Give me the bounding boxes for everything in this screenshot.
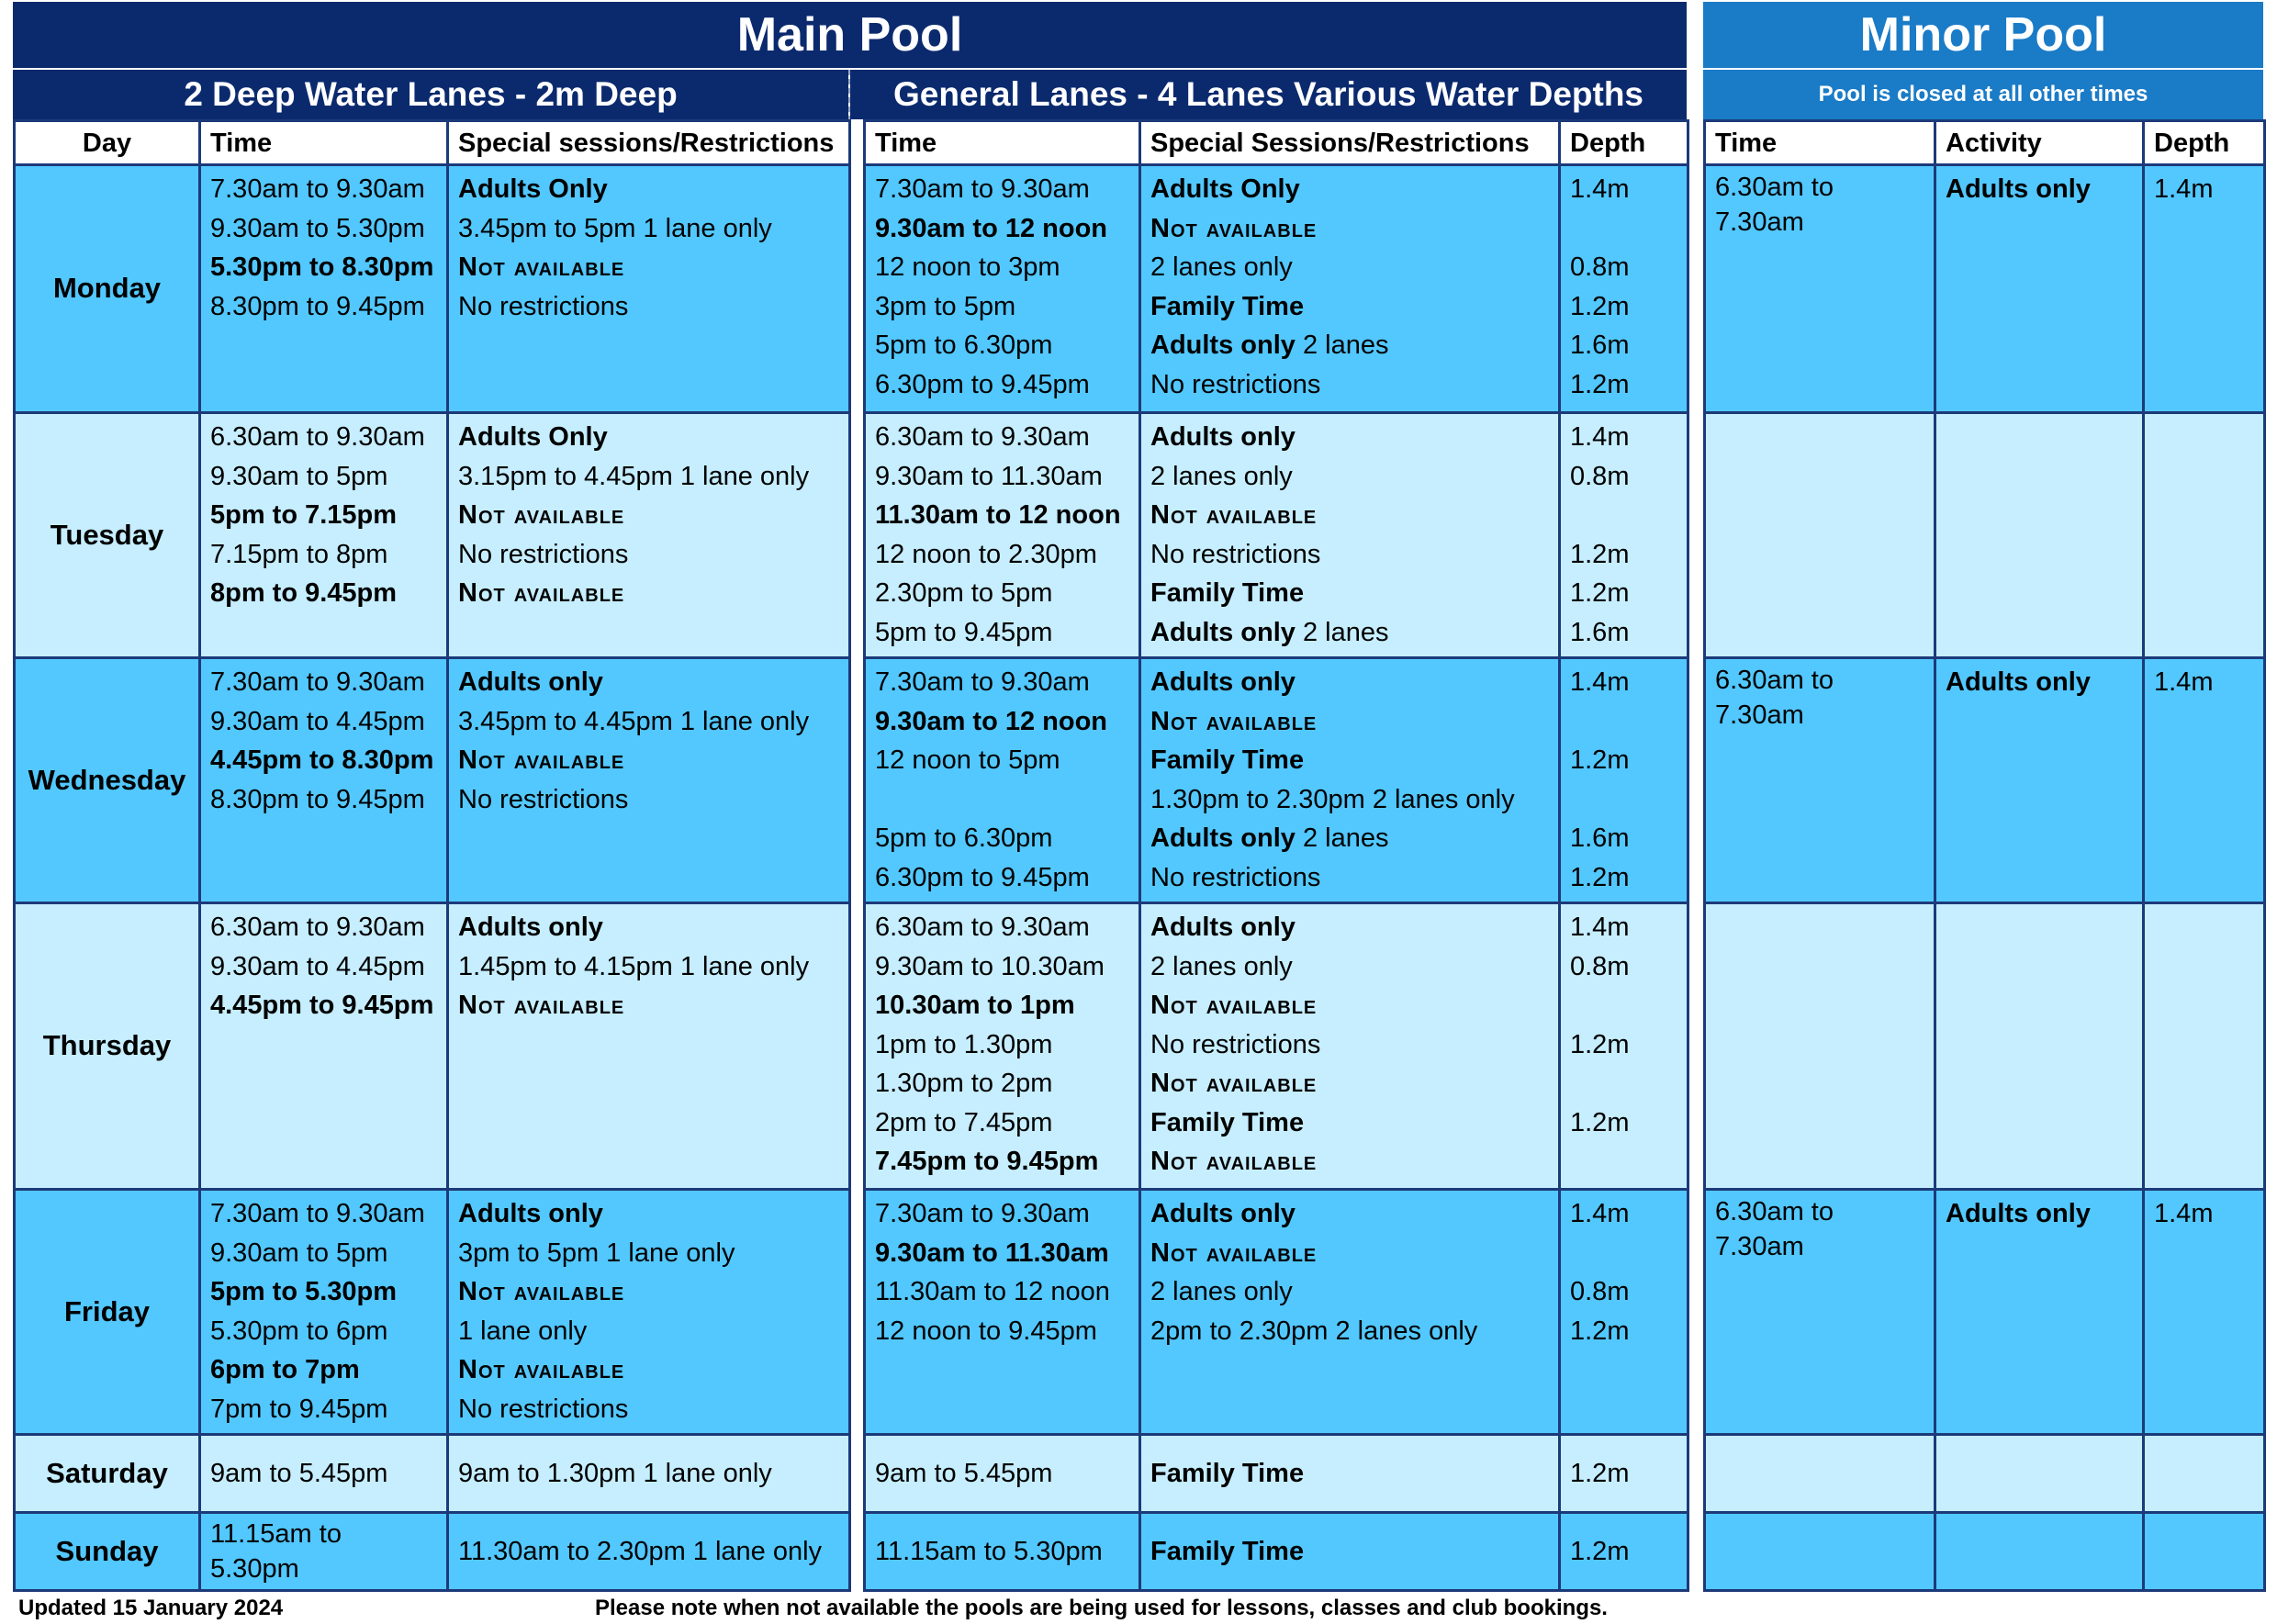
general-time: 12 noon to 2.30pm xyxy=(875,539,1097,569)
deep-restriction: 3.45pm to 5pm 1 lane only xyxy=(458,213,772,243)
general-restriction xyxy=(1150,1103,1549,1143)
deep-time-cell xyxy=(200,1190,448,1435)
minor-row-saturday xyxy=(1705,1435,2265,1513)
general-depth: 1.2m xyxy=(1570,578,1630,608)
deep-restriction: No restrictions xyxy=(458,1394,629,1424)
minor-activity-cell xyxy=(1935,903,2144,1190)
general-restriction-main: 2 lanes only xyxy=(1150,1277,1293,1306)
header-minor-activity: Activity xyxy=(1935,121,2144,165)
minor-activity-cell: Adults only xyxy=(1935,165,2144,413)
deep-restriction: 1.45pm to 4.15pm 1 lane only xyxy=(458,951,810,981)
deep-restriction: Adults only xyxy=(458,913,603,942)
general-restriction xyxy=(1150,1272,1549,1312)
general-time-cell xyxy=(865,1513,1140,1591)
header-special: Special sessions/Restrictions xyxy=(448,121,850,165)
general-restriction xyxy=(1150,457,1549,497)
deep-restriction: Not available xyxy=(458,1355,625,1384)
general-time: 9.30am to 10.30am xyxy=(875,951,1105,981)
general-depth: 1.4m xyxy=(1570,667,1630,697)
day-row-monday xyxy=(15,165,850,413)
general-time: 9.30am to 11.30am xyxy=(875,461,1103,491)
general-restriction-main: 2 lanes only xyxy=(1150,252,1293,282)
general-restriction-main: Adults only xyxy=(1150,330,1296,360)
minor-depth-cell xyxy=(2144,903,2265,1190)
general-note-cell xyxy=(1140,1513,1560,1591)
general-restriction-main: 1.30pm to 2.30pm 2 lanes only xyxy=(1150,784,1515,814)
minor-time-cell: 6.30am to 7.30am xyxy=(1705,165,1935,413)
deep-restriction: Not available xyxy=(458,500,625,530)
deep-time-cell: 11.15am to 5.30pm xyxy=(200,1513,448,1591)
general-depth: 0.8m xyxy=(1570,1277,1630,1306)
general-time: 9.30am to 11.30am xyxy=(875,1238,1109,1268)
deep-restriction: Not available xyxy=(458,1277,625,1306)
header-general-depth: Depth xyxy=(1560,121,1688,165)
deep-time: 7.30am to 9.30am xyxy=(210,667,425,697)
deep-restriction: Not available xyxy=(458,578,625,608)
general-time: 11.30am to 12 noon xyxy=(875,500,1121,530)
minor-pool-note: Pool is closed at all other times xyxy=(1703,70,2263,119)
general-time: 7.30am to 9.30am xyxy=(875,174,1090,204)
general-lanes-title: General Lanes - 4 Lanes Various Water Depths xyxy=(850,70,1687,119)
deep-restriction: Not available xyxy=(458,991,625,1020)
general-restriction xyxy=(1150,908,1549,947)
general-depth: 1.2m xyxy=(1570,1458,1630,1488)
general-time: 11.15am to 5.30pm xyxy=(875,1536,1103,1566)
day-row-wednesday xyxy=(15,658,850,903)
deep-time: 9.30am to 5.30pm xyxy=(210,213,425,243)
general-time-cell xyxy=(865,165,1140,413)
deep-lanes-table xyxy=(13,119,851,1592)
general-time: 9.30am to 12 noon xyxy=(875,213,1108,243)
deep-restriction: Adults Only xyxy=(458,174,608,204)
day-label: Sunday xyxy=(15,1513,200,1591)
general-depth-cell xyxy=(1560,1513,1688,1591)
general-row-monday xyxy=(865,165,1688,413)
general-depth: 0.8m xyxy=(1570,461,1630,491)
day-label: Saturday xyxy=(15,1435,200,1513)
general-restriction xyxy=(1150,1537,1304,1566)
updated-date: Updated 15 January 2024 xyxy=(18,1596,284,1620)
minor-depth-cell xyxy=(2144,1513,2265,1591)
general-lanes-table xyxy=(863,119,1689,1592)
deep-time: 9.30am to 5pm xyxy=(210,461,388,491)
general-depth: 1.6m xyxy=(1570,617,1630,647)
general-depth: 1.2m xyxy=(1570,539,1630,569)
general-restriction xyxy=(1150,496,1549,535)
header-time: Time xyxy=(200,121,448,165)
deep-time: 7.15pm to 8pm xyxy=(210,539,388,569)
general-depth: 1.6m xyxy=(1570,330,1630,360)
day-label: Thursday xyxy=(15,903,200,1190)
general-restriction xyxy=(1150,1234,1549,1273)
deep-time: 9.30am to 4.45pm xyxy=(210,706,425,736)
deep-note-cell xyxy=(448,1190,850,1435)
general-time: 1pm to 1.30pm xyxy=(875,1029,1053,1059)
general-depth: 1.4m xyxy=(1570,174,1630,204)
general-restriction-main: Not available xyxy=(1150,500,1318,530)
general-time: 9am to 5.45pm xyxy=(875,1458,1053,1488)
main-pool-title: Main Pool xyxy=(13,2,1687,68)
minor-depth-cell xyxy=(2144,1435,2265,1513)
day-row-saturday xyxy=(15,1435,850,1513)
day-label: Tuesday xyxy=(15,413,200,658)
general-restriction-main: Not available xyxy=(1150,1238,1318,1268)
general-restriction-main: Not available xyxy=(1150,991,1318,1020)
general-restriction-main: Family Time xyxy=(1150,1107,1305,1137)
general-depth xyxy=(1570,986,1677,1025)
general-depth: 1.4m xyxy=(1570,913,1630,942)
general-restriction-main: Family Time xyxy=(1150,291,1305,321)
general-time: 9.30am to 12 noon xyxy=(875,706,1108,736)
general-depth xyxy=(1570,702,1677,742)
general-restriction-main: 2 lanes only xyxy=(1150,951,1293,981)
general-time: 10.30am to 1pm xyxy=(875,991,1075,1020)
deep-note-cell xyxy=(448,165,850,413)
deep-time-cell xyxy=(200,903,448,1190)
general-restriction-extra: 2 lanes xyxy=(1295,823,1389,853)
deep-time: 8.30pm to 9.45pm xyxy=(210,291,425,321)
day-label: Wednesday xyxy=(15,658,200,903)
deep-restriction: No restrictions xyxy=(458,291,629,321)
deep-time: 8pm to 9.45pm xyxy=(210,578,398,608)
general-restriction xyxy=(1150,741,1549,780)
deep-time: 5pm to 7.15pm xyxy=(210,500,398,530)
general-time: 11.30am to 12 noon xyxy=(875,1277,1110,1306)
general-restriction-main: Adults only xyxy=(1150,913,1296,942)
general-time: 3pm to 5pm xyxy=(875,291,1016,321)
general-restriction-main: Family Time xyxy=(1150,578,1305,608)
general-restriction xyxy=(1150,170,1549,209)
general-time: 6.30pm to 9.45pm xyxy=(875,369,1090,399)
general-restriction xyxy=(1150,287,1549,327)
general-restriction xyxy=(1150,663,1549,702)
general-restriction-main: Adults only xyxy=(1150,823,1296,853)
general-depth: 1.2m xyxy=(1570,369,1630,399)
general-restriction-main: Adults Only xyxy=(1150,174,1300,204)
deep-restriction: 3.45pm to 4.45pm 1 lane only xyxy=(458,706,810,736)
general-depth-cell xyxy=(1560,658,1688,903)
header-general-time: Time xyxy=(865,121,1140,165)
minor-time-cell: 6.30am to 7.30am xyxy=(1705,658,1935,903)
general-time: 6.30am to 9.30am xyxy=(875,913,1090,942)
minor-row-friday xyxy=(1705,1190,2265,1435)
general-restriction xyxy=(1150,1142,1549,1182)
general-restriction xyxy=(1150,574,1549,613)
general-restriction xyxy=(1150,418,1549,457)
deep-note-cell: 9am to 1.30pm 1 lane only xyxy=(448,1435,850,1513)
general-depth: 0.8m xyxy=(1570,252,1630,282)
general-restriction xyxy=(1150,248,1549,287)
minor-depth-cell: 1.4m xyxy=(2144,1190,2265,1435)
general-depth: 1.4m xyxy=(1570,422,1630,452)
general-restriction-main: No restrictions xyxy=(1150,369,1321,399)
general-depth: 1.4m xyxy=(1570,1199,1630,1228)
general-row-wednesday xyxy=(865,658,1688,903)
general-row-sunday xyxy=(865,1513,1688,1591)
general-depth xyxy=(1570,780,1677,820)
deep-time: 7.30am to 9.30am xyxy=(210,174,425,204)
minor-depth-cell: 1.4m xyxy=(2144,165,2265,413)
general-depth xyxy=(1570,496,1677,535)
minor-time-cell xyxy=(1705,903,1935,1190)
general-time: 7.30am to 9.30am xyxy=(875,1199,1090,1228)
general-restriction xyxy=(1150,819,1549,858)
general-restriction xyxy=(1150,535,1549,575)
general-depth: 1.2m xyxy=(1570,1536,1630,1566)
minor-time-cell xyxy=(1705,413,1935,658)
general-restriction xyxy=(1150,986,1549,1025)
deep-note-cell: 11.30am to 2.30pm 1 lane only xyxy=(448,1513,850,1591)
general-restriction-main: Family Time xyxy=(1150,1458,1305,1488)
deep-restriction: Adults only xyxy=(458,667,603,697)
general-depth: 1.2m xyxy=(1570,1029,1630,1059)
general-time-cell xyxy=(865,1435,1140,1513)
general-time: 12 noon to 3pm xyxy=(875,252,1060,282)
general-restriction xyxy=(1150,326,1549,365)
general-restriction xyxy=(1150,1459,1304,1488)
minor-depth-cell xyxy=(2144,413,2265,658)
general-restriction-main: Adults only xyxy=(1150,1199,1296,1228)
general-time: 7.30am to 9.30am xyxy=(875,667,1090,697)
minor-time-cell xyxy=(1705,1435,1935,1513)
general-restriction-main: Adults only xyxy=(1150,617,1296,647)
general-restriction xyxy=(1150,947,1549,987)
day-row-tuesday xyxy=(15,413,850,658)
deep-restriction: Not available xyxy=(458,745,625,775)
deep-restriction: 1 lane only xyxy=(458,1316,588,1346)
general-time-cell xyxy=(865,1190,1140,1435)
general-row-friday xyxy=(865,1190,1688,1435)
minor-row-sunday xyxy=(1705,1513,2265,1591)
header-day: Day xyxy=(15,121,200,165)
general-restriction-main: 2 lanes only xyxy=(1150,461,1293,491)
minor-depth-cell: 1.4m xyxy=(2144,658,2265,903)
deep-time: 6.30am to 9.30am xyxy=(210,913,425,942)
general-restriction-main: Not available xyxy=(1150,706,1318,736)
general-restriction xyxy=(1150,1194,1549,1234)
general-depth: 1.2m xyxy=(1570,862,1630,892)
general-time xyxy=(875,780,1129,820)
deep-time-cell xyxy=(200,165,448,413)
deep-time: 6.30am to 9.30am xyxy=(210,422,425,452)
header-minor-time: Time xyxy=(1705,121,1935,165)
general-time-cell xyxy=(865,413,1140,658)
deep-time: 7.30am to 9.30am xyxy=(210,1199,425,1228)
deep-restriction: Adults Only xyxy=(458,422,608,452)
general-note-cell xyxy=(1140,165,1560,413)
general-restriction-main: Family Time xyxy=(1150,1536,1305,1566)
general-depth-cell xyxy=(1560,1190,1688,1435)
general-depth xyxy=(1570,1142,1677,1182)
deep-restriction: 3.15pm to 4.45pm 1 lane only xyxy=(458,461,810,491)
deep-restriction: No restrictions xyxy=(458,539,629,569)
general-row-saturday xyxy=(865,1435,1688,1513)
general-restriction-main: No restrictions xyxy=(1150,539,1321,569)
deep-time: 8.30pm to 9.45pm xyxy=(210,784,425,814)
general-depth-cell xyxy=(1560,1435,1688,1513)
minor-row-monday xyxy=(1705,165,2265,413)
header-row xyxy=(1705,121,2265,165)
general-time: 5pm to 6.30pm xyxy=(875,330,1053,360)
day-row-friday xyxy=(15,1190,850,1435)
general-row-tuesday xyxy=(865,413,1688,658)
header-row xyxy=(15,121,850,165)
general-row-thursday xyxy=(865,903,1688,1190)
general-time: 7.45pm to 9.45pm xyxy=(875,1147,1099,1176)
day-label: Monday xyxy=(15,165,200,413)
general-time: 12 noon to 5pm xyxy=(875,745,1060,775)
general-time: 6.30am to 9.30am xyxy=(875,422,1090,452)
general-time-cell xyxy=(865,903,1140,1190)
general-time: 1.30pm to 2pm xyxy=(875,1069,1053,1098)
minor-pool-title: Minor Pool xyxy=(1703,2,2263,68)
general-depth-cell xyxy=(1560,903,1688,1190)
day-row-sunday xyxy=(15,1513,850,1591)
minor-row-wednesday xyxy=(1705,658,2265,903)
general-restriction xyxy=(1150,702,1549,742)
minor-activity-cell: Adults only xyxy=(1935,1190,2144,1435)
deep-restriction: 3pm to 5pm 1 lane only xyxy=(458,1238,735,1268)
general-restriction-main: Not available xyxy=(1150,1069,1318,1098)
header-general-special: Special Sessions/Restrictions xyxy=(1140,121,1560,165)
general-restriction xyxy=(1150,365,1549,405)
minor-row-tuesday xyxy=(1705,413,2265,658)
general-note-cell xyxy=(1140,903,1560,1190)
day-label: Friday xyxy=(15,1190,200,1435)
general-restriction xyxy=(1150,780,1549,820)
general-restriction-main: Family Time xyxy=(1150,745,1305,775)
header-row xyxy=(865,121,1688,165)
deep-note-cell xyxy=(448,413,850,658)
minor-activity-cell xyxy=(1935,1513,2144,1591)
footer-note: Please note when not available the pools are being used for lessons, classes and club bookings. xyxy=(595,1596,1608,1620)
minor-pool-table xyxy=(1703,119,2266,1592)
deep-note-cell xyxy=(448,658,850,903)
header-minor-depth: Depth xyxy=(2144,121,2265,165)
deep-time-cell xyxy=(200,658,448,903)
general-depth: 1.2m xyxy=(1570,1316,1630,1346)
general-restriction-main: 2pm to 2.30pm 2 lanes only xyxy=(1150,1316,1478,1346)
general-time: 12 noon to 9.45pm xyxy=(875,1316,1097,1346)
general-note-cell xyxy=(1140,413,1560,658)
general-restriction xyxy=(1150,209,1549,249)
general-restriction xyxy=(1150,858,1549,898)
general-depth-cell xyxy=(1560,165,1688,413)
deep-lanes-title: 2 Deep Water Lanes - 2m Deep xyxy=(13,70,848,119)
general-restriction-main: No restrictions xyxy=(1150,862,1321,892)
deep-time: 6pm to 7pm xyxy=(210,1355,360,1384)
general-restriction-main: Not available xyxy=(1150,213,1318,243)
general-time: 5pm to 9.45pm xyxy=(875,617,1053,647)
general-restriction-extra: 2 lanes xyxy=(1295,617,1389,647)
deep-note-cell xyxy=(448,903,850,1190)
day-row-thursday xyxy=(15,903,850,1190)
general-note-cell xyxy=(1140,658,1560,903)
minor-activity-cell xyxy=(1935,413,2144,658)
deep-time: 5pm to 5.30pm xyxy=(210,1277,398,1306)
deep-time-cell xyxy=(200,413,448,658)
general-restriction xyxy=(1150,613,1549,653)
deep-time: 9.30am to 4.45pm xyxy=(210,951,425,981)
general-depth: 1.2m xyxy=(1570,291,1630,321)
general-depth: 1.6m xyxy=(1570,823,1630,853)
deep-restriction: No restrictions xyxy=(458,784,629,814)
general-restriction xyxy=(1150,1312,1549,1351)
minor-activity-cell xyxy=(1935,1435,2144,1513)
general-time: 6.30pm to 9.45pm xyxy=(875,862,1090,892)
general-depth xyxy=(1570,1234,1677,1273)
deep-time: 5.30pm to 6pm xyxy=(210,1316,388,1346)
general-restriction-main: Adults only xyxy=(1150,667,1296,697)
minor-time-cell: 6.30am to 7.30am xyxy=(1705,1190,1935,1435)
deep-time-cell: 9am to 5.45pm xyxy=(200,1435,448,1513)
general-restriction-main: Not available xyxy=(1150,1147,1318,1176)
general-depth: 1.2m xyxy=(1570,1107,1630,1137)
general-restriction-main: No restrictions xyxy=(1150,1029,1321,1059)
deep-restriction: Adults only xyxy=(458,1199,603,1228)
general-time: 2.30pm to 5pm xyxy=(875,578,1053,608)
general-time: 2pm to 7.45pm xyxy=(875,1107,1053,1137)
deep-time: 7pm to 9.45pm xyxy=(210,1394,388,1424)
general-restriction-main: Adults only xyxy=(1150,422,1296,452)
general-time-cell xyxy=(865,658,1140,903)
deep-time: 4.45pm to 8.30pm xyxy=(210,745,434,775)
general-depth xyxy=(1570,209,1677,249)
deep-time: 4.45pm to 9.45pm xyxy=(210,991,434,1020)
general-restriction xyxy=(1150,1025,1549,1065)
minor-row-thursday xyxy=(1705,903,2265,1190)
minor-time-cell xyxy=(1705,1513,1935,1591)
general-depth xyxy=(1570,1064,1677,1103)
general-depth-cell xyxy=(1560,413,1688,658)
general-note-cell xyxy=(1140,1190,1560,1435)
minor-activity-cell: Adults only xyxy=(1935,658,2144,903)
general-time: 5pm to 6.30pm xyxy=(875,823,1053,853)
deep-time: 5.30pm to 8.30pm xyxy=(210,252,434,282)
general-depth: 0.8m xyxy=(1570,951,1630,981)
deep-time: 9.30am to 5pm xyxy=(210,1238,388,1268)
general-note-cell xyxy=(1140,1435,1560,1513)
deep-restriction: Not available xyxy=(458,252,625,282)
general-restriction-extra: 2 lanes xyxy=(1295,330,1389,360)
general-depth: 1.2m xyxy=(1570,745,1630,775)
general-restriction xyxy=(1150,1064,1549,1103)
